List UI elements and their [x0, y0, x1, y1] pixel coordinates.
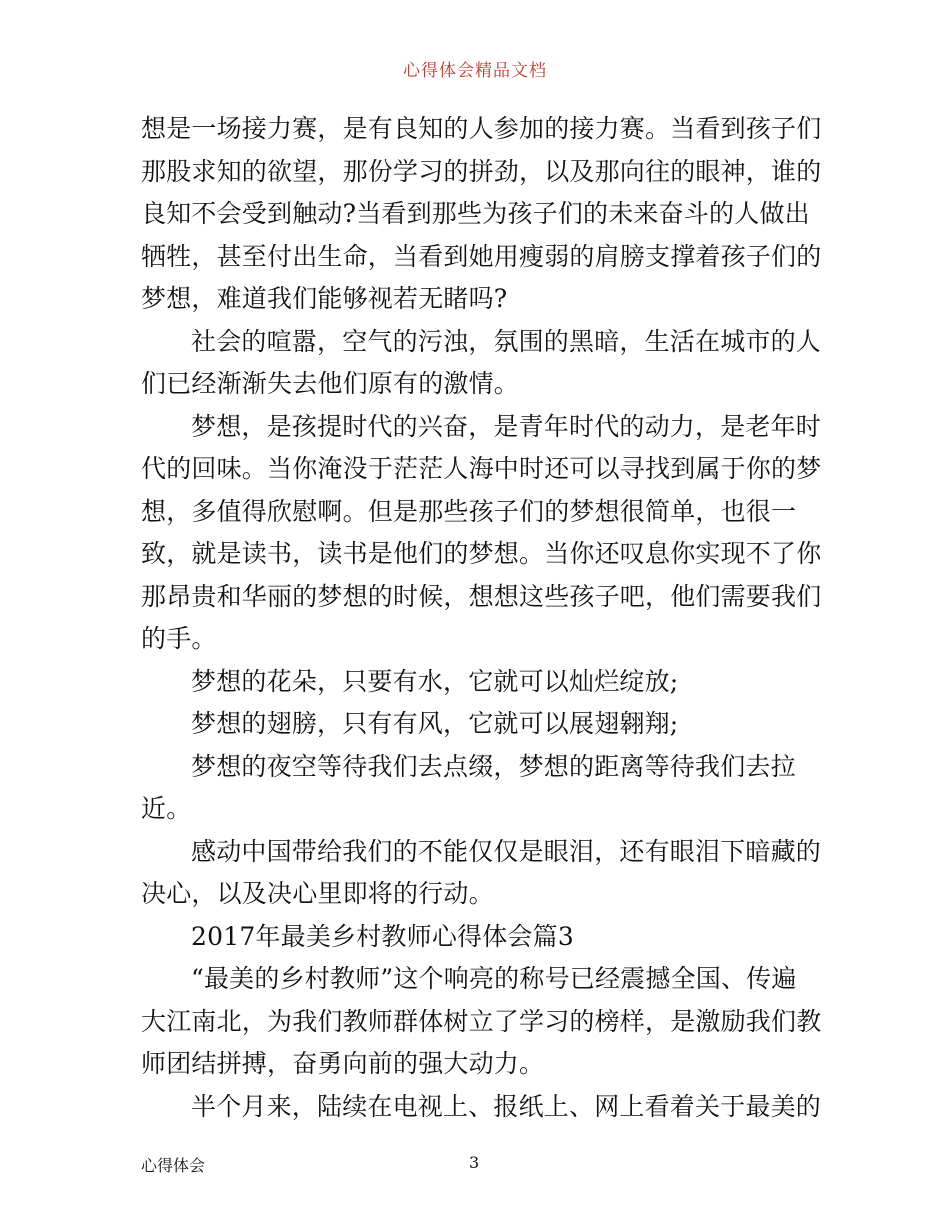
paragraph-start-line: 社会的喧嚣，空气的污浊，氛围的黑暗，生活在城市的人 — [191, 326, 822, 356]
paragraph-start-line: 半个月来，陆续在电视上、报纸上、网上看着关于最美的 — [191, 1091, 822, 1121]
paragraph-start-line: 梦想，是孩提时代的兴奋，是青年时代的动力，是老年时 — [191, 411, 822, 441]
page-number: 3 — [469, 1153, 480, 1172]
body-line: 想，多值得欣慰啊。但是那些孩子们的梦想很简单，也很一 — [141, 496, 797, 526]
body-line: 那昂贵和华丽的梦想的时候，想想这些孩子吧，他们需要我们 — [141, 581, 822, 611]
body-line: 牺牲，甚至付出生命，当看到她用瘦弱的肩膀支撑着孩子们的 — [141, 241, 822, 271]
body-line: 代的回味。当你淹没于茫茫人海中时还可以寻找到属于你的梦 — [141, 454, 822, 483]
section-heading: 2017年最美乡村教师心得体会篇3 — [191, 921, 574, 951]
paragraph-start-line: 梦想的花朵，只要有水，它就可以灿烂绽放; — [191, 666, 679, 696]
body-line: 那股求知的欲望，那份学习的拼劲，以及那向往的眼神，谁的 — [141, 156, 822, 186]
body-line: 决心，以及决心里即将的行动。 — [141, 879, 494, 908]
body-line: 大江南北，为我们教师群体树立了学习的榜样，是激励我们教 — [141, 1006, 822, 1036]
body-line: 师团结拼搏，奋勇向前的强大动力。 — [141, 1049, 545, 1078]
document-body — [141, 108, 822, 1128]
paragraph-start-line: 梦想的翅膀，只有有风，它就可以展翅翱翔; — [191, 709, 679, 738]
paragraph-start-line: 感动中国带给我们的不能仅仅是眼泪，还有眼泪下暗藏的 — [191, 836, 822, 866]
body-line: 近。 — [141, 794, 192, 823]
body-line: 们已经渐渐失去他们原有的激情。 — [141, 369, 520, 398]
body-line: 梦想，难道我们能够视若无睹吗? — [141, 284, 508, 313]
paragraph-start-line: 梦想的夜空等待我们去点缀，梦想的距离等待我们去拉 — [191, 751, 796, 781]
body-line: 致，就是读书，读书是他们的梦想。当你还叹息你实现不了你 — [141, 539, 822, 568]
footer-label: 心得体会 — [141, 1156, 206, 1175]
body-line: 想是一场接力赛，是有良知的人参加的接力赛。当看到孩子们 — [141, 114, 822, 143]
paragraph-start-line: “最美的乡村教师”这个响亮的称号已经震撼全国、传遍 — [191, 964, 797, 993]
document-header-title: 心得体会精品文档 — [403, 61, 547, 81]
body-line: 的手。 — [141, 624, 217, 653]
body-line: 良知不会受到触动?当看到那些为孩子们的未来奋斗的人做出 — [141, 199, 810, 228]
